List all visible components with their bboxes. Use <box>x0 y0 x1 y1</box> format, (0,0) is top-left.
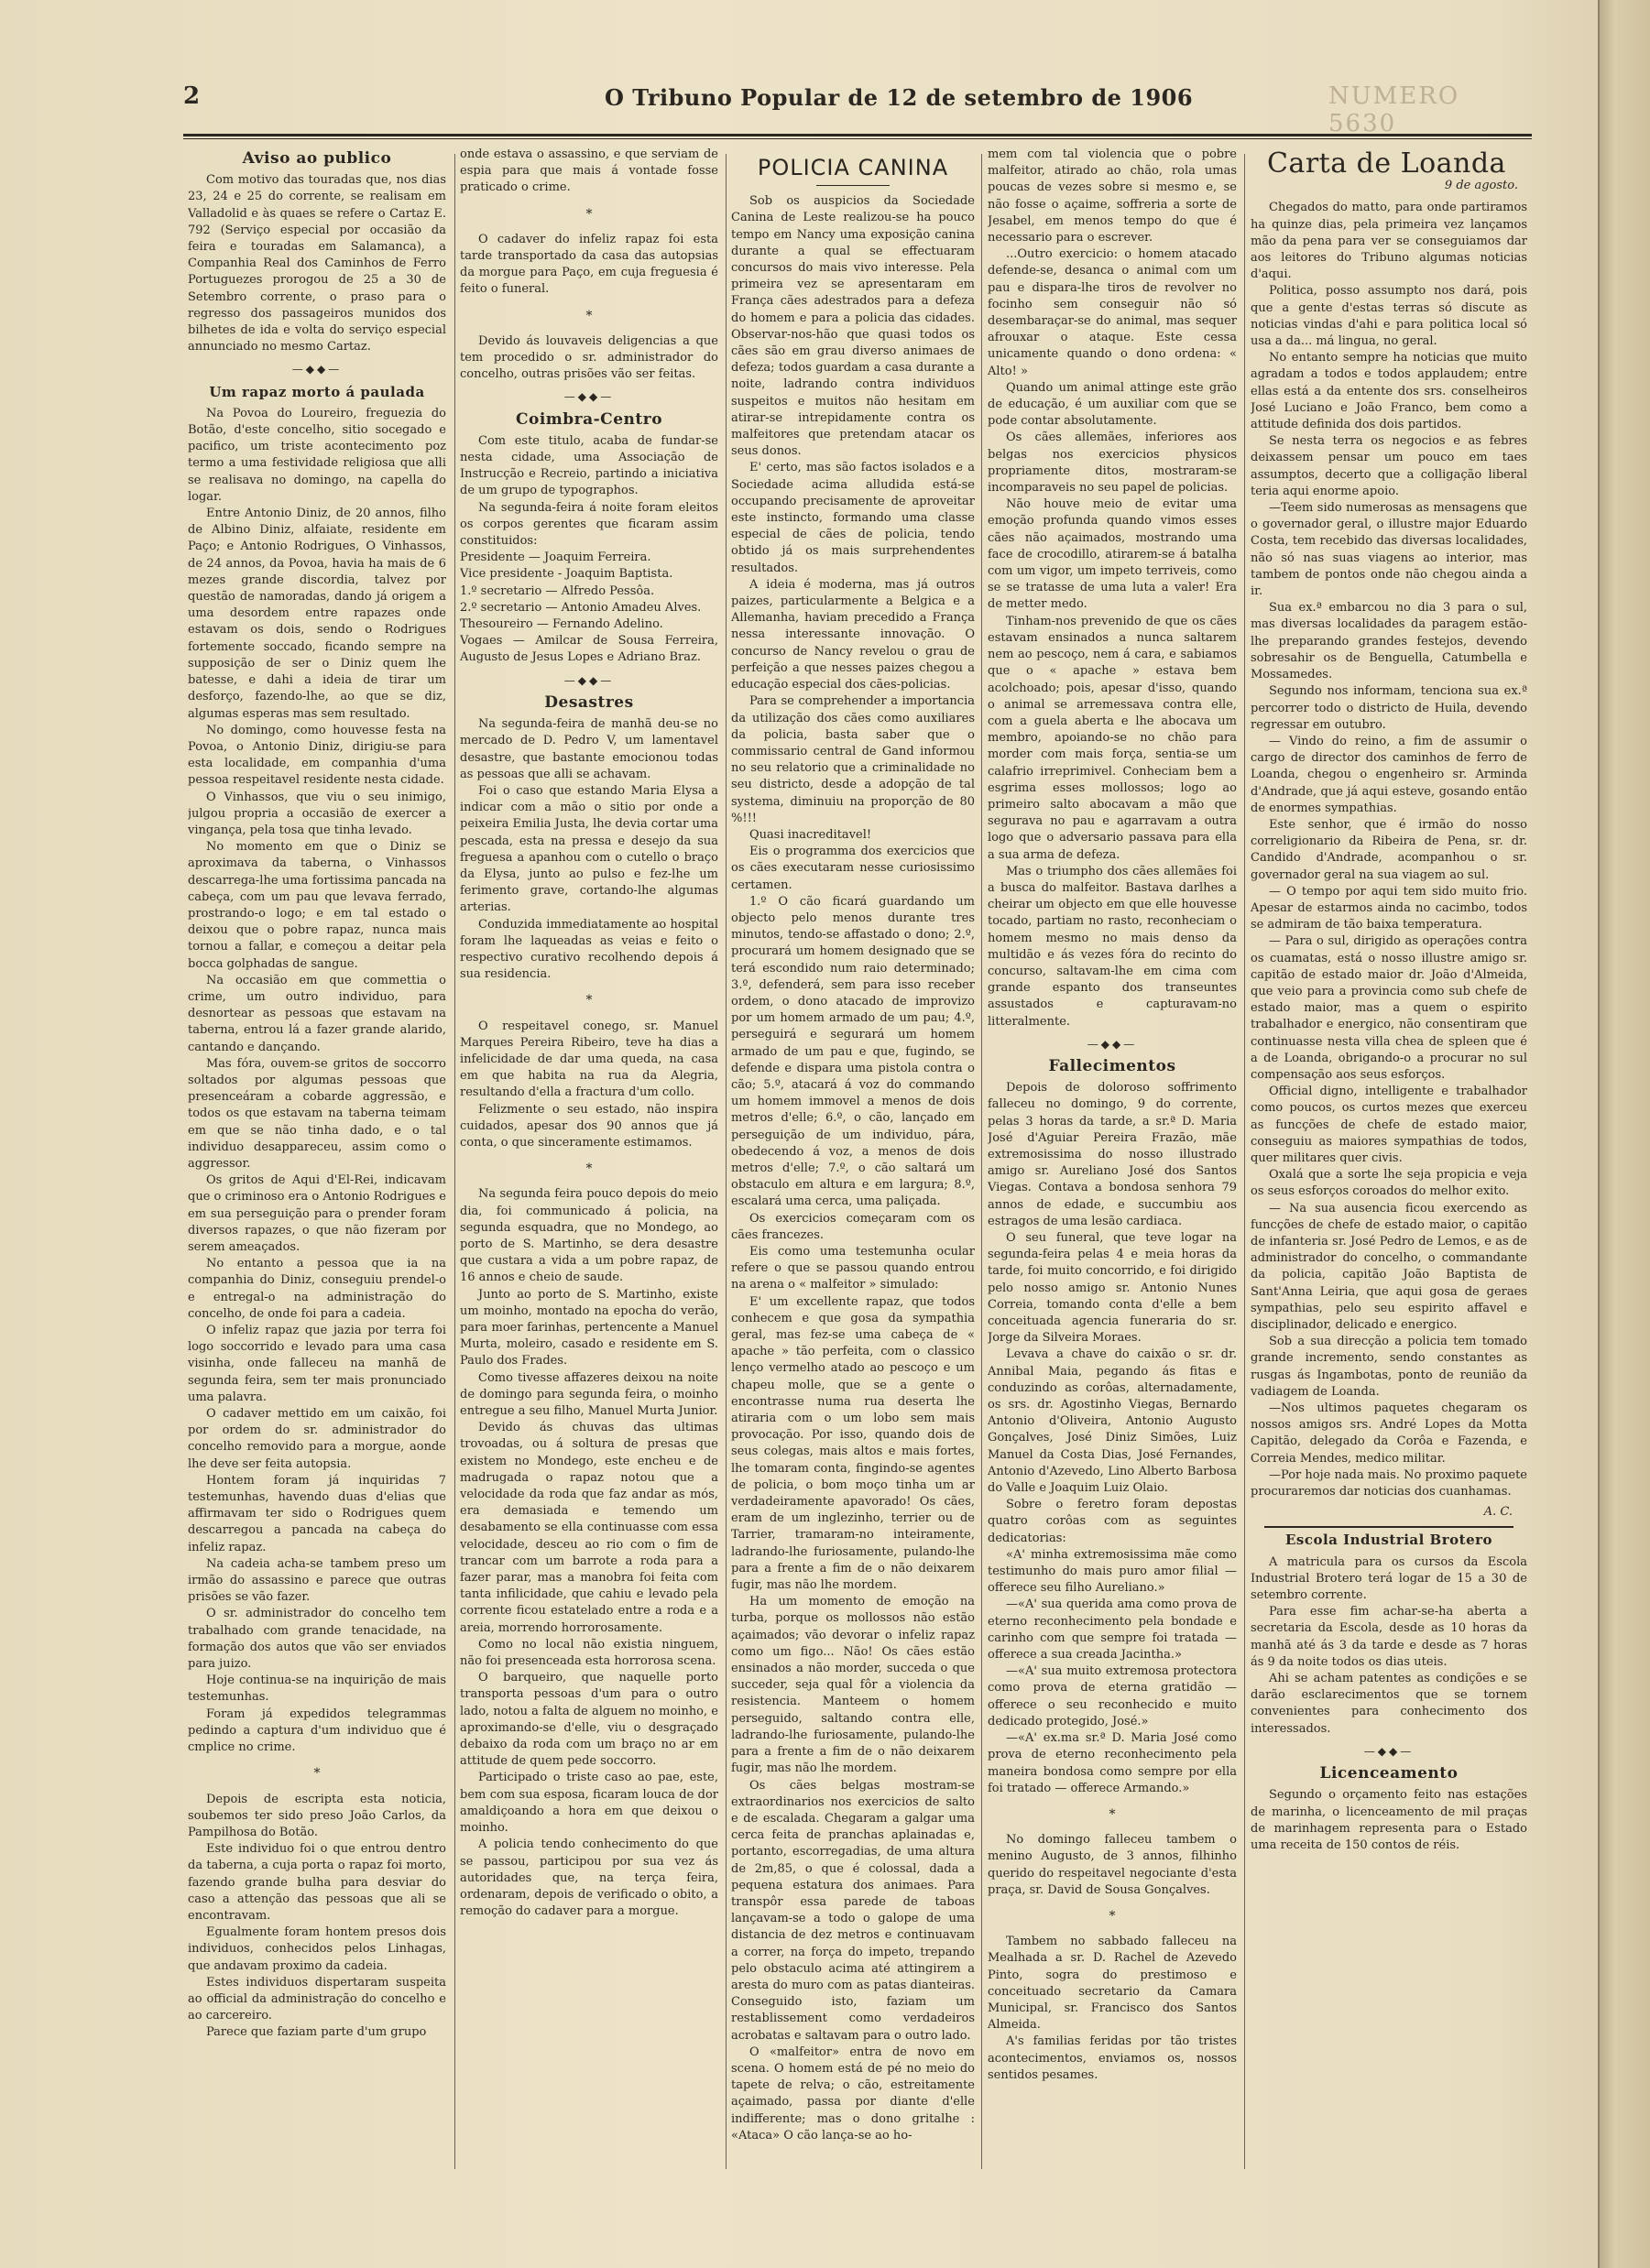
article-paragraph: Este senhor, que é irmão do nosso correligionario da Ribeira de Pena, sr. dr. Candido d'Andrade, acompanhou o sr. governador geral na sua viagem ao sul. <box>1251 817 1527 882</box>
article-paragraph: Se nesta terra os negocios e as febres deixassem pensar um pouco em taes assumptos, decerto que a colligação liberal teria aqui enorme apoio. <box>1251 434 1527 498</box>
article-paragraph: Devido ás louvaveis deligencias a que tem procedido o sr. administrador do concelho, outras prisões vão ser feitas. <box>460 333 718 382</box>
article-paragraph: O barqueiro, que naquelle porto transporta pessoas d'um para o outro lado, notou a falta de alguem no moinho, e aproximando-se d'elle, viu o desgraçado debaixo da roda com um braço no ar em attitude de quem pede soccorro. <box>460 1671 718 1769</box>
article-paragraph: Eis o programma dos exercicios que os cães executaram nesse curiosissimo certamen. <box>731 845 975 892</box>
article-paragraph: Parece que faziam parte d'um grupo <box>206 2025 427 2040</box>
article-paragraph: mem com tal violencia que o pobre malfeitor, atirado ao chão, rola umas poucas de vezes sobre si mesmo e, se não fosse o açaime, soffreria a sorte de Jesabel, em menos tempo do que é necessario para o escrever. <box>988 147 1237 245</box>
article-paragraph: O sr. administrador do concelho tem trabalhado com grande tenacidade, na formação dos autos que vão ser enviados para juizo. <box>188 1607 446 1672</box>
asterisk-separator: * <box>313 1766 321 1782</box>
article-paragraph: Estes individuos dispertaram suspeita ao official da administração do concelho e ao carcereiro. <box>188 1975 446 2023</box>
article-paragraph: — Na sua ausencia ficou exercendo as funcções de chefe de estado maior, o capitão de infanteria sr. José Pedro de Lemos, e as de administrador do concelho, o commandante da policia, capitão João Baptista de Sant'Anna Leiria, que aqui gosa de geraes sympathias, pelo seu espirito affavel e disciplinador, delicado e energico. <box>1251 1201 1527 1333</box>
section-rule <box>1264 1526 1513 1528</box>
article-paragraph: Segundo o orçamento feito nas estações de marinha, o licenceamento de mil praças de marinhagem representa para o Estado uma receita de 150 contos de réis. <box>1251 1788 1527 1852</box>
article-paragraph: Na segunda-feira de manhã deu-se no mercado de D. Pedro V, um lamentavel desastre, que bastante emocionou todas as pessoas que alli se achavam. <box>460 717 718 781</box>
author-signature: A. C. <box>1483 1505 1513 1520</box>
article-paragraph: Hoje continua-se na inquirição de mais testemunhas. <box>188 1674 446 1705</box>
article-paragraph: Sua ex.ª embarcou no dia 3 para o sul, mas diversas localidades da paragem estão-lhe preparando grandes festejos, devendo sobresahir os de Benguella, Catumbella e Mossamedes. <box>1251 601 1527 682</box>
article-paragraph: A policia tendo conhecimento do que se passou, participou por sua vez ás autoridades que, na terça feira, ordenaram, depois de verificado o obito, a remoção do cadaver para a morgue. <box>460 1837 718 1919</box>
article-paragraph: O cadaver do infeliz rapaz foi esta tarde transportado da casa das autopsias da morgue para Paço, em cuja freguesia é feito o funeral. <box>460 232 718 297</box>
article-paragraph: Os exercicios começaram com os cães francezes. <box>731 1211 975 1242</box>
article-paragraph: Foi o caso que estando Maria Elysa a indicar com a mão o sitio por onde a peixeira Emilia Justa, lhe devia cortar uma pescada, esta na pressa e desejo da sua freguesa a apanhou com o cutello o braço da Elysa, junto ao pulso e fez-lhe um ferimento grave, cortando-lhe algumas arterias. <box>460 783 718 915</box>
wreath-dedication: —«A' sua querida ama como prova de eterno reconhecimento pela bondade e carinho com que sempre foi tratada — offerece a sua creada Jacintha.» <box>988 1597 1237 1663</box>
article-paragraph: —Nos ultimos paquetes chegaram os nossos amigos srs. André Lopes da Motta Capitão, delegado da Corôa e Fazenda, e Correia Mendes, medico militar. <box>1251 1401 1527 1466</box>
article-paragraph: Egualmente foram hontem presos dois individuos, conhecidos pelos Linhagas, que andavam proximo da cadeia. <box>188 1925 446 1973</box>
article-paragraph: Levava a chave do caixão o sr. dr. Annibal Maia, pegando ás fitas e conduzindo as corôas, alternadamente, os srs. dr. Agostinho Viegas, Bernardo Antonio d'Oliveira, Antonio Augusto Gonçalves, José Diniz Simões, Luiz Manuel da Costa Dias, José Fernandes, Antonio d'Azevedo, Lino Alberto Barbosa do Valle e Joaquim Luiz Olaio. <box>988 1347 1237 1496</box>
rapaz-heading: Um rapaz morto á paulada <box>209 383 425 400</box>
list-item: Vice presidente - Joaquim Baptista. <box>460 567 673 582</box>
asterisk-separator: * <box>585 1161 593 1177</box>
article-paragraph: A ideia é moderna, mas já outros paizes, particularmente a Belgica e a Allemanha, haviam precedido a França nessa interessante innovação. O concurso de Nancy revelou o grau de perfeição a que nesses paizes chegou a educação especial dos cães-policias. <box>731 577 975 692</box>
article-paragraph: Mas fóra, ouvem-se gritos de soccorro soltados por algumas pessoas que presenceáram a cobarde aggressão, e todos os que estavam na taberna teimam em que se não tinha dado, e o tal individuo desappareceu, assim como o aggressor. <box>188 1056 446 1171</box>
wreath-dedication: —«A' sua muito extremosa protectora como prova de eterna gratidão — offerece o seu reconhecido e muito dedicado protegido, José.» <box>988 1664 1237 1728</box>
column-divider <box>454 154 455 2169</box>
article-paragraph: Este individuo foi o que entrou dentro da taberna, a cuja porta o rapaz foi morto, fazendo grande bulha para desviar do caso a attenção das pessoas que ali se encontravam. <box>188 1842 446 1923</box>
asterisk-separator: * <box>1109 1806 1116 1822</box>
heading-rule <box>816 185 890 186</box>
article-paragraph: No entanto a pessoa que ia na companhia do Diniz, conseguiu prendel-o e entregal-o na administração do concelho, de onde foi para a cadeia. <box>188 1257 446 1321</box>
article-paragraph: Quasi inacreditavel! <box>749 827 872 842</box>
policia-canina-heading: POLICIA CANINA <box>757 155 949 180</box>
aviso-text: Com motivo das touradas que, nos dias 23, 24 e 25 do corrente, se realisam em Valladolid e às quaes se refere o Cartaz E. 792 (Serviço especial por occasião da feira e touradas em Salamanca), a Companhia Real dos Caminhos de Ferro Portuguezes prorogou de 25 a 30 de Setembro corrente, o praso para o regresso dos passageiros munidos dos bilhetes de ida e volta do serviço especial annunciado no mesmo Cartaz. <box>188 173 446 354</box>
article-paragraph: ...Outro exercicio: o homem atacado defende-se, desanca o animal com um pau e dispara-lhe tiros de revolver no focinho sem conseguir não só desembaraçar-se do animal, mas sequer afrouxar o ataque. Este cessa unicamente quando o dono ordena: « Alto! » <box>988 247 1237 378</box>
column-4 <box>988 147 1237 2171</box>
list-item: 1.º secretario — Alfredo Pessôa. <box>460 583 655 598</box>
article-paragraph: — O tempo por aqui tem sido muito frio. Apesar de estarmos ainda no cacimbo, todos se admiram de tão baixa temperatura. <box>1251 884 1527 932</box>
article-paragraph: O cadaver mettido em um caixão, foi por ordem do sr. administrador do concelho removido para a morgue, aonde lhe deve ser feita autopsia. <box>188 1407 446 1471</box>
article-paragraph: Depois de escripta esta noticia, soubemos ter sido preso João Carlos, da Pampilhosa do Botão. <box>188 1792 446 1839</box>
column-divider <box>981 154 982 2169</box>
article-paragraph: O infeliz rapaz que jazia por terra foi logo soccorrido e levado para uma casa visinha, onde falleceu na manhã de segunda feira, sem ter mais pronunciado uma palavra. <box>188 1324 446 1404</box>
aviso-heading: Aviso ao publico <box>242 149 392 168</box>
article-paragraph: O Vinhassos, que viu o seu inimigo, julgou propria a occasião de exercer a vingança, pela tosa que tinha levado. <box>188 790 446 837</box>
article-paragraph: Na segunda-feira á noite foram eleitos os corpos gerentes que ficaram assim constituidos: <box>460 500 718 549</box>
article-paragraph: Para se comprehender a importancia da utilização dos cães como auxiliares da policia, basta saber que o commissario central de Gand informou no seu relatorio que a criminalidade no seu districto, desde a adopção de tal systema, diminuiu na proporção de 80 %!!! <box>731 694 975 825</box>
page-number: 2 <box>183 82 201 110</box>
board-list <box>460 550 718 666</box>
column-3 <box>731 147 975 2171</box>
article-paragraph: Junto ao porto de S. Martinho, existe um moinho, montado na epocha do verão, para moer farinhas, pertencente a Manuel Murta, moleiro, casado e residente em S. Paulo dos Frades. <box>460 1287 718 1368</box>
article-paragraph: Official digno, intelligente e trabalhador como poucos, os curtos mezes que exerceu as funcções de chefe de estado maior, conseguiu as maiores sympathias de todos, quer militares quer civis. <box>1251 1085 1527 1165</box>
article-paragraph: Mas o triumpho dos cães allemães foi a busca do malfeitor. Bastava darlhes a cheirar um objecto em que elle houvesse tocado, partiam no rasto, reconheciam o homem mesmo no mais denso da multidão e ás vezes fóra do recinto do concurso, saltavam-lhe em cima com grande espanto dos transeuntes assustados e capturavam-no litteralmente. <box>988 864 1237 1029</box>
article-paragraph: O respeitavel conego, sr. Manuel Marques Pereira Ribeiro, teve ha dias a infelicidade de dar uma queda, na casa em que habita na rua da Alegria, resultando d'ella a fractura d'um collo. <box>460 1019 718 1100</box>
article-paragraph: Ha um momento de emoção na turba, porque os mollossos não estão açaimados; vão devorar o infeliz rapaz como um figo... Não! Os cães estão ensinados a não morder, succeda o que succeder, seja qual fôr a violencia da resistencia. Manteem o homem perseguido, saltando contra elle, ladrando-lhe furiosamente, pulando-lhe para a frente a fim de o não deixarem fugir, mas não lhe mordem. <box>731 1595 975 1776</box>
licenceamento-heading: Licenceamento <box>1319 1764 1459 1783</box>
page-header <box>183 82 1530 137</box>
column-divider <box>726 154 727 2169</box>
article-paragraph: E' certo, mas são factos isolados e a Sociedade acima alludida está-se occupando precisamente de aproveitar este instincto, formando uma classe especial de cães de policia, tendo obtido já os mais surprehendentes resultados. <box>731 461 975 575</box>
separator-ornament: —◆◆— <box>563 390 615 404</box>
coimbra-heading: Coimbra-Centro <box>515 409 663 429</box>
article-paragraph: Quando um animal attinge este grão de educação, é um auxiliar com que se pode contar absolutamente. <box>988 380 1237 429</box>
wreath-dedication: —«A' ex.ma sr.ª D. Maria José como prova de eterno reconhecimento pela maneira bondosa como sempre por ella foi tratado — offerece Armando.» <box>988 1731 1237 1795</box>
separator-ornament: —◆◆— <box>1087 1037 1138 1051</box>
article-paragraph: A's familias feridas por tão tristes acontecimentos, enviamos os, nossos sentidos pesames. <box>988 2034 1237 2082</box>
article-paragraph: Depois de doloroso soffrimento falleceu no domingo, 9 do corrente, pelas 3 horas da tarde, a sr.ª D. Maria José d'Aguiar Pereira Frazão, mãe extremosissima do nosso illustrado amigo sr. Aureliano José dos Santos Viegas. Contava a bondosa senhora 79 annos de edade, e succumbiu aos estragos de uma lesão cardiaca. <box>988 1081 1237 1228</box>
adjacent-page-edge <box>1598 0 1650 2268</box>
article-paragraph: Hontem foram já inquiridas 7 testemunhas, havendo duas d'elias que affirmavam ter sido o Rodrigues quem descarregou a pancada na cabeça do infeliz rapaz. <box>188 1473 446 1554</box>
article-paragraph: Segundo nos informam, tenciona sua ex.ª percorrer todo o districto de Huila, devendo regressar em outubro. <box>1251 684 1527 732</box>
article-paragraph: — Vindo do reino, a fim de assumir o cargo de director dos caminhos de ferro de Loanda, chegou o engenheiro sr. Arminda d'Andrade, que já aqui esteve, gosando então de enormes sympathias. <box>1251 734 1527 815</box>
article-paragraph: — Para o sul, dirigido as operações contra os cuamatas, está o nosso illustre amigo sr. capitão de estado maior dr. João d'Almeida, que veio para a provincia como sub chefe de estado maior, mas a quem o espirito trabalhador e energico, não consentiram que continuasse nesta villa chea de spleen que é a de Loanda, obrigando-o a procurar no sul compensação aos seus esforços. <box>1251 934 1527 1082</box>
article-paragraph: No domingo, como houvesse festa na Povoa, o Antonio Diniz, dirigiu-se para esta localidade, em companhia d'uma pessoa respeitavel residente nesta cidade. <box>188 723 446 788</box>
separator-ornament: —◆◆— <box>1363 1744 1415 1758</box>
article-paragraph: Na occasião em que commettia o crime, um outro individuo, para desnortear as pessoas que estavam na taberna, entrou lá a fazer grande alarido, cantando e dançando. <box>188 973 446 1054</box>
article-paragraph: Os gritos de Aqui d'El-Rei, indicavam que o criminoso era o Antonio Rodrigues e em sua perseguição para o prender foram diversos rapazes, o que não fizeram por serem ameaçados. <box>188 1173 446 1254</box>
article-paragraph: —Teem sido numerosas as mensagens que o governador geral, o illustre major Eduardo Costa, tem recebido das diversas localidades, não só nas suas viagens ao interior, mas tambem de pontos onde não chegou ainda a ir. <box>1251 501 1527 599</box>
column-2 <box>460 147 718 2171</box>
carta-heading: Carta de Loanda <box>1267 147 1506 180</box>
separator-ornament: —◆◆— <box>563 673 615 687</box>
article-paragraph: Sob a sua direcção a policia tem tomado grande incremento, sendo constantes as rusgas ás Ingambotas, ponto de reunião da vadiagem de Loanda. <box>1251 1335 1527 1399</box>
article-paragraph: Ahi se acham patentes as condições e se darão esclarecimentos que se tornem convenientes para conhecimento dos interessados. <box>1251 1672 1527 1736</box>
article-paragraph: 1.º O cão ficará guardando um objecto pelo menos durante tres minutos, tendo-se affastado o dono; 2.º, procurará um homem designado que se terá escondido num raio determinado; 3.º, defenderá, sem para isso receber ordem, o dono atacado de improvizo por um homem armado de um pau; 4.º, perseguirá e segurará um homem armado de um pau e que, fugindo, se defende e dispara uma pistola contra o cão; 5.º, atacará á voz do commando um homem immovel a menos de dois metros d'elle; 6.º, o cão, lançado em perseguição de um individuo, pára, obedecendo á voz, a menos de dois metros d'elle; 7.º, o cão saltará um obstaculo em altura e em largura; 8.º, escalará uma cerca, uma paliçada. <box>731 894 975 1209</box>
column-5 <box>1251 147 1527 2171</box>
article-paragraph: No domingo falleceu tambem o menino Augusto, de 3 annos, filhinho querido do respeitavel negociante d'esta praça, sr. David de Sousa Gonçalves. <box>988 1833 1237 1897</box>
article-paragraph: Felizmente o seu estado, não inspira cuidados, apesar dos 90 annos que já conta, o que sinceramente estimamos. <box>460 1102 718 1150</box>
article-paragraph: Tinham-nos prevenido de que os cães estavam ensinados a nunca saltarem nem ao pescoço, nem á cara, e sabiamos que o « apache » estava bem acolchoado; pois, apesar d'isso, quando o animal se arremessava contra elle, com a guela aberta e lhe abocava um membro, apoiando-se no chão para morder com mais força, sentia-se um calafrio irreprimivel. Conheciam bem a esgrima esses mollossos; logo ao primeiro salto abocavam a mão que segurava no pau e agarravam a outra logo que o adversario passava para ella a sua arma de defeza. <box>988 614 1237 862</box>
article-paragraph: E' um excellente rapaz, que todos conhecem e que gosa da sympathia geral, mas fez-se uma cabeça de « apache » tão perfeita, com o classico lenço vermelho atado ao pescoço e um chapeu molle, que se a gente o encontrasse numa rua deserta lhe atiraria com o um lobo sem mais provocação. Por isso, quando dois de seus colegas, mais altos e mais fortes, lhe tomaram conta, fingindo-se agentes de policia, o bom moço tinha um ar verdadeiramente apavorado! Os cães, eram de um inglezinho, terrier ou de Tarrier, tramaram-no inteiramente, ladrando-lhe furiosamente, pulando-lhe para a frente a fim de o não deixarem fugir, mas não lhe mordem. <box>731 1294 975 1593</box>
article-paragraph: Entre Antonio Diniz, de 20 annos, filho de Albino Diniz, alfaiate, residente em Paço; e Antonio Rodrigues, O Vinhassos, de 24 annos, da Povoa, havia ha mais de 6 mezes grande discordia, talvez por questão de namoradas, dando já origem a uma desordem entre rapazes onde estavam os dois, sendo o Rodrigues fortemente soccado, ficando sempre na supposição de ser o Diniz quem lhe batesse, e dahi a ideia de tirar um desforço, fazendo-lhe, ao que se diz, algumas esperas mas sem resultado. <box>188 507 446 721</box>
article-paragraph: A matricula para os cursos da Escola Industrial Brotero terá logar de 15 a 30 de setembro corrente. <box>1251 1554 1527 1603</box>
article-paragraph: onde estava o assassino, e que serviam de espia para que mais á vontade fosse praticado o crime. <box>460 147 718 195</box>
list-item: Thesoureiro — Fernando Adelino. <box>460 617 663 632</box>
article-paragraph: Sob os auspicios da Sociedade Canina de Leste realizou-se ha pouco tempo em Nancy uma exposição canina durante a qual se effectuaram concursos do mais vivo interesse. Pela primeira vez se apresentaram em França cães adestrados para a defeza do homem e para a policia das cidades. Observar-nos-hão que quasi todos os cães são em grau diverso animaes de defeza; todos guardam a casa durante a noite, ladrando contra individuos suspeitos e muitos não hesitam em atirar-se intrepidamente contra os malfeitores que pretendam atacar os seus donos. <box>731 194 975 459</box>
article-paragraph: Como no local não existia ninguem, não foi presenceada esta horrorosa scena. <box>460 1637 718 1669</box>
asterisk-separator: * <box>585 206 593 222</box>
article-paragraph: Os cães belgas mostram-se extraordinarios nos exercicios de salto e de escalada. Chegaram a galgar uma cerca feita de pranchas aplainadas e, portanto, escorregadias, de uma altura de 2m,85, o que é colossal, dada a pequena estatura dos animaes. Para transpôr essa parede de taboas lançavam-se a todo o galope de uma distancia de dez metros e continuavam a correr, na força do impeto, trepando pelo obstaculo acima até attingirem a aresta do muro com as patas dianteiras. Conseguido isto, faziam um restablissement como verdadeiros acrobatas e saltavam para o outro lado. <box>731 1778 975 2043</box>
article-paragraph: Participado o triste caso ao pae, este, bem com sua esposa, ficaram louca de dor amaldiçoando a hora em que deixou o moinho. <box>460 1771 718 1836</box>
list-item: 2.º secretario — Antonio Amadeu Alves. <box>460 600 702 615</box>
article-paragraph: Para esse fim achar-se-ha aberta a secretaria da Escola, desde as 10 horas da manhã até ás 3 da tarde e desde as 7 horas ás 9 da noite todos os dias uteis. <box>1251 1605 1527 1669</box>
article-paragraph: Os cães allemães, inferiores aos belgas nos exercicios physicos propriamente ditos, mostraram-se incomparaveis no seu papel de policias. <box>988 431 1237 496</box>
article-paragraph: Politica, posso assumpto nos dará, pois que a gente d'estas terras só discute as noticias vindas d'ahi e para politica local só usa a da... má lingua, no geral. <box>1251 284 1527 349</box>
article-paragraph: Eis como uma testemunha ocular refere o que se passou quando entrou na arena o « malfeitor » simulado: <box>731 1245 975 1292</box>
list-item: Vogaes — Amilcar de Sousa Ferreira, Augusto de Jesus Lopes e Adriano Braz. <box>460 634 718 665</box>
separator-ornament: —◆◆— <box>291 363 343 376</box>
list-item: Presidente — Joaquim Ferreira. <box>460 551 651 565</box>
asterisk-separator: * <box>585 308 593 323</box>
escola-heading: Escola Industrial Brotero <box>1284 1532 1493 1549</box>
article-paragraph: Sobre o feretro foram depostas quatro corôas com as seguintes dedicatorias: <box>988 1498 1237 1545</box>
article-paragraph: Devido ás chuvas das ultimas trovoadas, ou á soltura de presas que existem no Mondego, este encheu e de madrugada o rapaz notou que a velocidade da roda que faz andar as mós, era demasiada e temendo um desabamento se ella continuasse com essa velocidade, desceu ao rio com o fim de trancar com um barrote a roda para a fazer parar, mas a manobra foi feita com tanta infilicidade, que cahiu e levado pela corrente ficou estatelado entre a roda e a areia, morrendo horrorosamente. <box>460 1421 718 1635</box>
article-paragraph: O seu funeral, que teve logar na segunda-feira pelas 4 e meia horas da tarde, foi muito concorrido, e foi dirigido pelo nosso amigo sr. Antonio Nunes Correia, tomando conta d'elle a bem conceituada agencia funeraria do sr. Jorge da Silveira Moraes. <box>988 1231 1237 1346</box>
desastres-heading: Desastres <box>544 692 634 712</box>
article-paragraph: No momento em que o Diniz se aproximava da taberna, o Vinhassos descarrega-lhe uma fortissima pancada na cabeça, com um pau que levava ferrado, prostrando-o logo; e em tal estado o deixou que o pobre rapaz, nunca mais tornou a fallar, e começou a deitar pela bocca golphadas de sangue. <box>188 840 446 971</box>
wreath-dedication: «A' minha extremosissima mãe como testimunho do mais puro amor filial — offerece seu filho Aureliano.» <box>988 1547 1237 1596</box>
article-paragraph: Na cadeia acha-se tambem preso um irmão do assassino e parece que outras prisões se vão fazer. <box>188 1556 446 1605</box>
article-paragraph: Como tivesse affazeres deixou na noite de domingo para segunda feira, o moinho entregue a seu filho, Manuel Murta Junior. <box>460 1370 718 1419</box>
article-paragraph: O «malfeitor» entra de novo em scena. O homem está de pé no meio do tapete de relva; o cão, estreitamente açaimado, passa por diante d'elle indifferente; mas o dono gritalhe : «Ataca» O cão lança-se ao ho- <box>731 2044 975 2143</box>
article-paragraph: —Por hoje nada mais. No proximo paquete procuraremos dar noticias dos cuanhamas. <box>1251 1467 1527 1499</box>
column-divider <box>1244 154 1245 2169</box>
article-paragraph: Com este titulo, acaba de fundar-se nesta cidade, uma Associação de Instrucção e Recreio, partindo a iniciativa de um grupo de typographos. <box>460 433 718 498</box>
asterisk-separator: * <box>1109 1908 1116 1924</box>
header-rule <box>183 134 1532 139</box>
fallecimentos-heading: Fallecimentos <box>1048 1056 1176 1075</box>
article-paragraph: Oxalá que a sorte lhe seja propicia e veja os seus esforços coroados do melhor exito. <box>1251 1168 1527 1199</box>
asterisk-separator: * <box>585 993 593 1009</box>
article-paragraph: Chegados do matto, para onde partiramos ha quinze dias, pela primeira vez lançamos mão da pena para ver se conseguiamos dar aos leitores do Tribuno algumas noticias d'aqui. <box>1251 201 1527 282</box>
article-paragraph: No entanto sempre ha noticias que muito agradam a todos e todos applaudem; entre ellas está a da entente dos srs. conselheiros José Luciano e João Franco, bem como a attitude definida dos dois partidos. <box>1251 351 1527 432</box>
bleed-through-text: NUMERO 5630 <box>1328 82 1460 137</box>
article-paragraph: Não houve meio de evitar uma emoção profunda quando vimos esses cães não açaimados, mostrando uma face de crocodillo, atirarem-se á batalha com um vigor, um impeto terriveis, como se se tratasse de uma luta a valer! Era de metter medo. <box>988 497 1237 612</box>
article-paragraph: Tambem no sabbado falleceu na Mealhada a sr. D. Rachel de Azevedo Pinto, sogra do prestimoso e conceituado secretario da Camara Municipal, sr. Francisco dos Santos Almeida. <box>988 1935 1237 2033</box>
article-paragraph: Na segunda feira pouco depois do meio dia, foi communicado á policia, na segunda esquadra, que no Mondego, ao porto de S. Martinho, se dera desastre que custara a vida a um pobre rapaz, de 16 annos e cheio de saude. <box>460 1187 718 1285</box>
newspaper-title: O Tribuno Popular de 12 de setembro de 1906 <box>605 84 1194 111</box>
article-paragraph: Foram já expedidos telegrammas pedindo a captura d'um individuo que é cmplice no crime. <box>188 1706 446 1755</box>
article-paragraph: Conduzida immediatamente ao hospital foram lhe laqueadas as veias e feito o respectivo curativo recolhendo depois á sua residencia. <box>460 917 718 982</box>
column-1 <box>188 147 446 2171</box>
carta-date: 9 de agosto. <box>1444 179 1518 193</box>
article-paragraph: Na Povoa do Loureiro, freguezia do Botão, d'este concelho, sitio socegado e pacifico, um triste acontecimento poz termo a uma festividade religiosa que alli se realisava no domingo, na capella do logar. <box>188 406 446 504</box>
